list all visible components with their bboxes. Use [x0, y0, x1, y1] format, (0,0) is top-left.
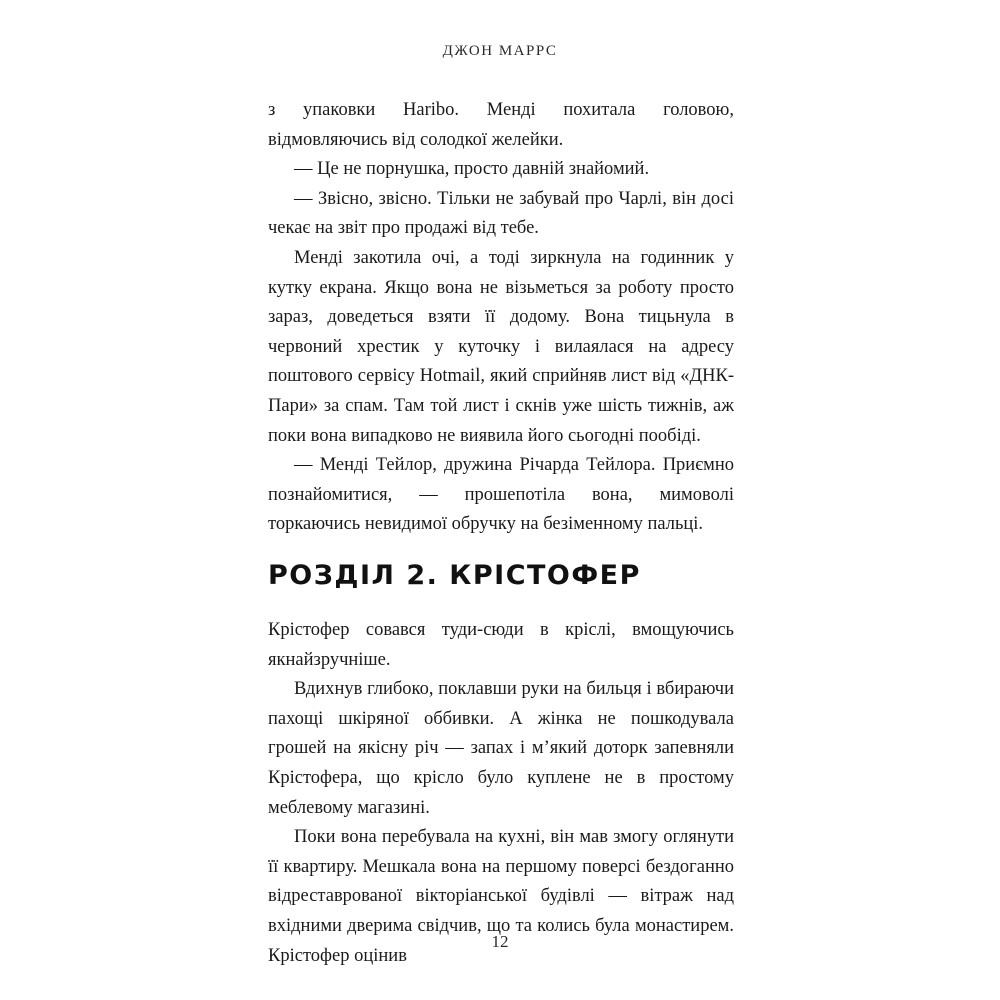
page-number: 12 [491, 932, 509, 951]
paragraph: з упаковки Haribo. Менді похитала головою, відмовляючись від солодкої желейки. [268, 100, 734, 150]
paragraph: Вдихнув глибоко, поклавши руки на бильця і вбираючи пахощі шкіряної оббивки. А жінка не пошкодувала грошей на якісну річ — запах і м’який доторк запевняли Крістофера, що крісло було куплене не в простому меблевому магазині. [268, 679, 734, 818]
paragraph: — Це не порнушка, просто давній знайомий. [294, 159, 650, 180]
paragraph: Поки вона перебувала на кухні, він мав змогу оглянути її квартиру. Мешкала вона на першому поверсі бездоганно відреставрованої вікторіанської будівлі — вітраж над вхідними дверима свідчив, що та колись була монастирем. Крістофер оцінив [268, 827, 734, 966]
paragraph: — Звісно, звісно. Тільки не забувай про Чарлі, він досі чекає на звіт про продажі від тебе. [268, 188, 734, 239]
bottom-text-block [268, 616, 734, 971]
paragraph: Менді закотила очі, а тоді зиркнула на годинник у кутку екрана. Якщо вона не візьметься за роботу просто зараз, доведеться взяти її додому. Вона тицьнула в червоний хрестик у куточку і вилаялася на адресу поштового сервісу Hotmail, який сприйняв лист від «ДНК-Пари» за спам. Там той лист і скнів уже шість тижнів, аж поки вона випадково не виявила його сьогодні пообіді. [268, 247, 734, 446]
running-head: ДЖОН МАРРС [442, 43, 558, 59]
top-text-block [268, 96, 734, 540]
paragraph: — Менді Тейлор, дружина Річарда Тейлора. Приємно познайомитися, — прошепотіла вона, мимоволі торкаючись невидимої обручку на безіменному пальці. [268, 455, 734, 535]
chapter-title: РОЗДІЛ 2. КРІСТОФЕР [268, 560, 641, 591]
paragraph: Крістофер совався туди-сюди в кріслі, вмощуючись якнайзручніше. [268, 620, 734, 670]
